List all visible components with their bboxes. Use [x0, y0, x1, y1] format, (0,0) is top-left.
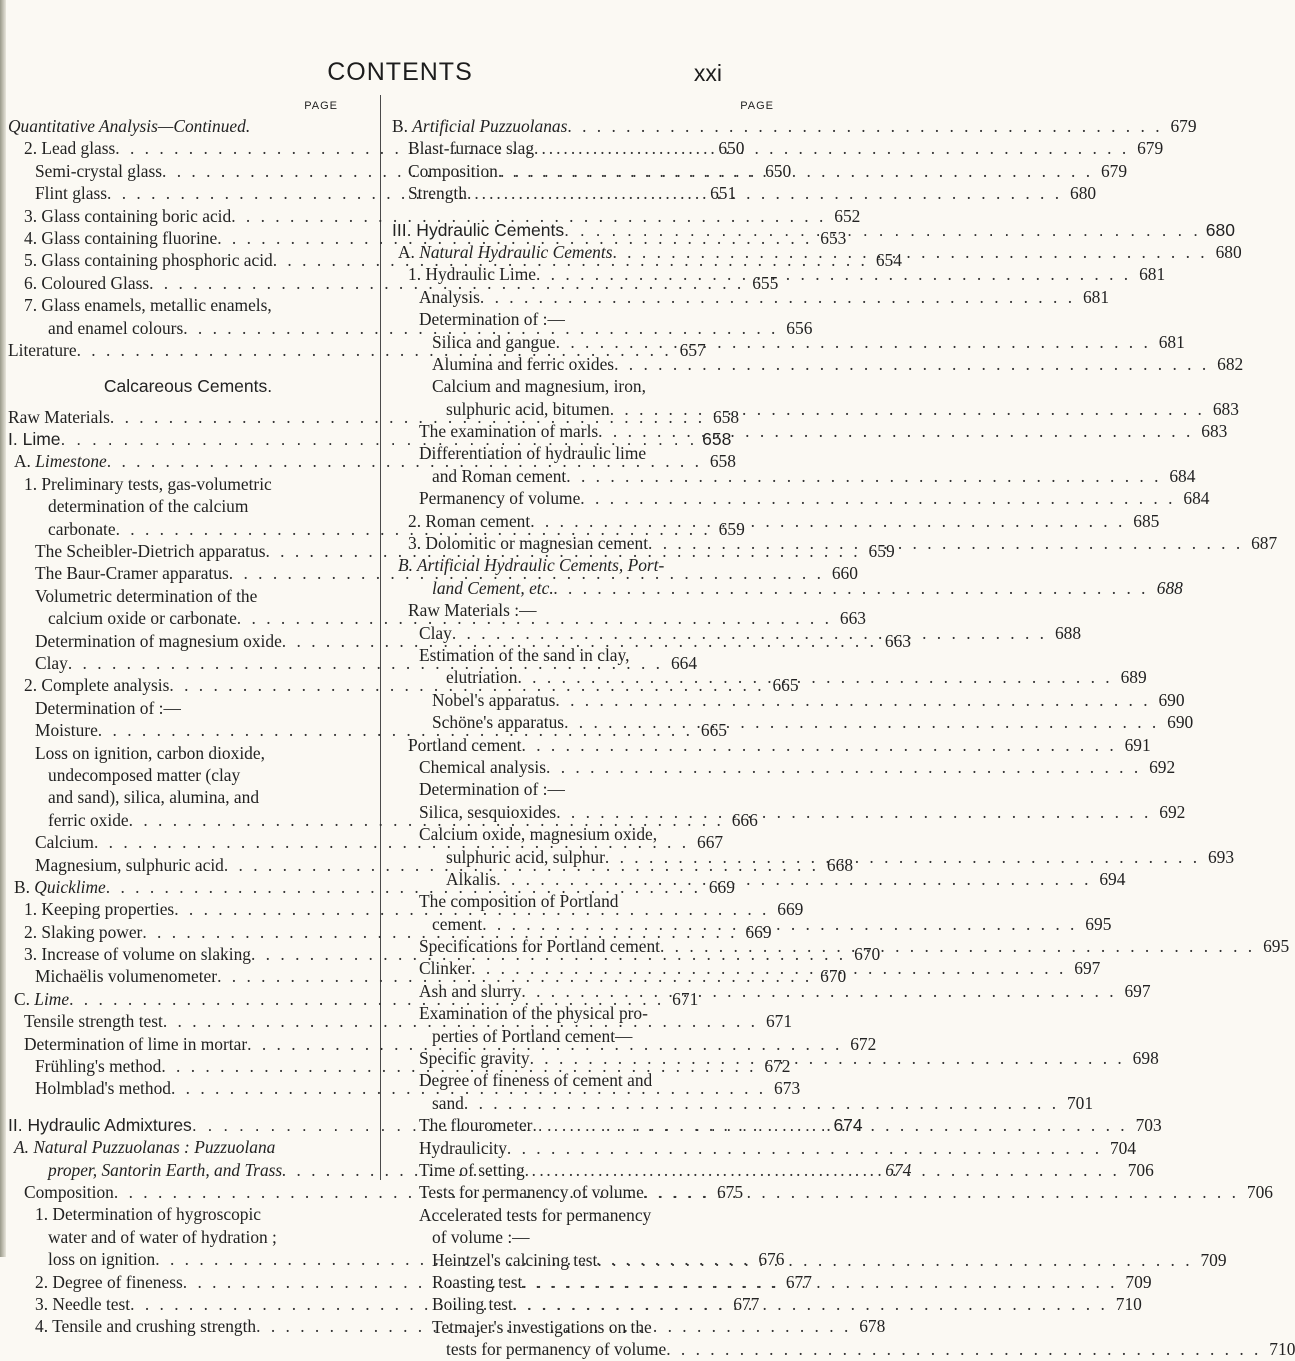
leader-dots [605, 846, 1200, 868]
toc-entry-label: 2. Complete analysis [24, 675, 170, 696]
toc-entry[interactable] [392, 160, 1128, 182]
leader-dots [530, 510, 1125, 532]
toc-entry-text: 1. Preliminary tests, gas-volumetric [24, 473, 272, 494]
toc-entry-page: 676 [758, 1249, 785, 1270]
page-column-label: PAGE [740, 100, 774, 112]
toc-entry-label: I. Lime [8, 429, 61, 450]
toc-entry-page: 658 [712, 406, 740, 427]
toc-entry-label: proper, Santorin Earth, and Trass [48, 1159, 283, 1180]
toc-entry-label: C. Lime [14, 988, 70, 1009]
toc-entry-page: 695 [1263, 936, 1290, 957]
leader-dots [610, 398, 1205, 420]
toc-entry-page: 684 [1183, 488, 1210, 509]
toc-entry-label: B. Quicklime [14, 876, 106, 897]
toc-entry-page: 679 [1137, 138, 1164, 159]
toc-entry-page: 663 [884, 630, 911, 651]
toc-entry-page: 655 [752, 272, 779, 293]
toc-entry[interactable] [392, 913, 1112, 935]
toc-entry-label: 1. Keeping properties [24, 899, 175, 920]
leader-dots [496, 868, 1091, 890]
section-continued: Quantitative Analysis—Continued. [8, 116, 251, 136]
page-number: xxi [693, 60, 722, 86]
toc-entry-text: Raw Materials :— [408, 600, 537, 621]
toc-entry-page: 677 [733, 1293, 760, 1314]
toc-entry-label: 2. Lead glass [24, 138, 116, 159]
toc-entry-page: 666 [731, 809, 758, 830]
toc-entry-page: 697 [1074, 958, 1101, 979]
toc-entry-label: sand [432, 1092, 464, 1113]
toc-entry-label: Calcium [35, 832, 94, 853]
toc-entry-page: 658 [709, 451, 736, 472]
toc-entry-label: Determination of magnesium oxide [35, 630, 282, 651]
toc-entry-text: determination of the calcium [48, 496, 249, 517]
toc-entry[interactable] [392, 1293, 1142, 1315]
toc-entry-page: 679 [1100, 160, 1128, 181]
toc-entry-label: Nobel's apparatus [432, 689, 556, 710]
toc-entry-label: Strength [408, 183, 467, 204]
toc-entry-page: 669 [745, 921, 772, 942]
toc-entry-text: Accelerated tests for permanency [419, 1204, 652, 1225]
toc-entry-label: 2. Degree of fineness [35, 1271, 183, 1292]
leader-dots [666, 1338, 1261, 1360]
leader-dots [482, 913, 1077, 935]
toc-entry-text: Determination of :— [419, 779, 565, 800]
toc-entry-page: 675 [716, 1181, 744, 1202]
toc-entry-text: A. Natural Puzzuolanas : Puzzuolana [14, 1137, 276, 1158]
toc-entry[interactable] [392, 980, 1151, 1002]
toc-entry-page: 690 [1167, 712, 1194, 733]
toc-entry-page: 672 [764, 1056, 791, 1077]
toc-entry-label: Silica, sesquioxides [419, 801, 557, 822]
leader-dots [534, 137, 1129, 159]
toc-entry-page: 694 [1099, 868, 1126, 889]
toc-entry-page: 660 [831, 563, 858, 584]
toc-entry-page: 658 [702, 429, 732, 450]
toc-entry-label: tests for permanency of volume [446, 1339, 667, 1360]
toc-entry-label: 2. Roman cement [408, 510, 531, 531]
toc-entry-label: Moisture [35, 720, 98, 741]
toc-entry-page: 701 [1066, 1092, 1094, 1113]
toc-entry-text: perties of Portland cement— [432, 1025, 633, 1046]
toc-entry-text: Differentiation of hydraulic lime [419, 443, 647, 464]
leader-dots [566, 465, 1161, 487]
toc-entry-page: 665 [772, 675, 799, 696]
toc-entry-page: 710 [1269, 1339, 1295, 1360]
leader-dots [467, 182, 1062, 204]
toc-entry-label: Determination of lime in mortar [24, 1033, 248, 1054]
page-title: CONTENTS [327, 58, 473, 86]
toc-entry-text: Calcium and magnesium, iron, [432, 376, 646, 397]
toc-entry-page: 704 [1109, 1137, 1137, 1158]
toc-entry-label: 5. Glass containing phosphoric acid [24, 250, 273, 271]
toc-entry-page: 671 [765, 1011, 793, 1032]
toc-entry-page: 706 [1246, 1182, 1273, 1203]
toc-entry-label: Blast-furnace slag [408, 138, 535, 159]
leader-dots [513, 1293, 1108, 1315]
toc-entry-page: 710 [1115, 1294, 1142, 1315]
toc-entry-page: 663 [839, 608, 866, 629]
toc-entry-label: The Baur-Cramer apparatus [35, 563, 229, 584]
toc-entry-label: Chemical analysis [419, 756, 547, 777]
toc-entry-text: 7. Glass enamels, metallic enamels, [24, 295, 272, 316]
toc-entry-page: 664 [670, 652, 698, 673]
toc-entry-label: The flourometer [419, 1115, 533, 1136]
toc-entry-page: 703 [1135, 1115, 1162, 1136]
toc-entry-page: 688 [1054, 622, 1082, 643]
toc-entry-page: 654 [875, 250, 902, 271]
leader-dots [660, 935, 1255, 957]
toc-entry[interactable] [392, 420, 1228, 442]
toc-entry-label: Tensile strength test [24, 1011, 163, 1032]
toc-entry-artificial[interactable] [392, 115, 1197, 137]
toc-entry-text: and sand), silica, alumina, and [48, 787, 260, 808]
leader-dots [471, 957, 1066, 979]
toc-entry-text: undecomposed matter (clay [48, 764, 241, 785]
toc-entry-text: Tetmajer's investigations on the [432, 1316, 652, 1337]
toc-entry[interactable] [392, 510, 1160, 532]
leader-dots [612, 241, 1207, 263]
toc-entry-text: of volume :— [432, 1227, 530, 1248]
toc-entry-page: 674 [833, 1114, 863, 1135]
toc-entry[interactable] [392, 1249, 1227, 1271]
toc-entry-page: 653 [820, 227, 847, 248]
leader-dots [546, 756, 1141, 778]
toc-entry-label: Alkalis [446, 868, 497, 889]
toc-entry-label: Alumina and ferric oxides [432, 353, 615, 374]
toc-entry-page: 681 [1082, 286, 1110, 307]
toc-entry-label: Portland cement [408, 734, 522, 755]
toc-entry-label: Michaëlis volumenometer [35, 966, 218, 987]
toc-entry-label: Holmblad's method [35, 1078, 171, 1099]
toc-entry-page: 669 [777, 899, 804, 920]
toc-entry-page: 672 [850, 1033, 877, 1054]
toc-entry[interactable] [392, 711, 1194, 733]
toc-entry-page: 657 [679, 339, 706, 360]
toc-group [392, 137, 1164, 204]
toc-entry-label: Magnesium, sulphuric acid [35, 854, 224, 875]
toc-entry-label: ferric oxide [48, 809, 129, 830]
toc-entry-label: Schöne's apparatus [432, 712, 565, 733]
toc-entry-label: Clay [35, 652, 68, 673]
toc-entry-text: Determination of :— [419, 309, 565, 330]
toc-entry-label: Analysis [419, 286, 480, 307]
toc-entry-page: 650 [765, 160, 792, 181]
toc-entry-label: Specific gravity [419, 1048, 530, 1069]
toc-entry-page: 706 [1127, 1159, 1154, 1180]
leader-dots [498, 160, 1093, 182]
toc-entry-page: 684 [1169, 465, 1196, 486]
toc-entry[interactable] [392, 689, 1185, 711]
toc-entry-page: 681 [1158, 331, 1185, 352]
toc-entry-page: 682 [1217, 353, 1244, 374]
toc-entry-label: Ash and slurry [419, 980, 522, 1001]
toc-entry-page: 670 [854, 944, 881, 965]
toc-entry[interactable] [392, 1338, 1295, 1360]
toc-entry-page: 669 [708, 876, 735, 897]
toc-entry[interactable] [392, 577, 1183, 599]
toc-entry-label: The Scheibler-Dietrich apparatus [35, 541, 266, 562]
toc-entry-label: Time of setting [419, 1159, 525, 1180]
leader-dots [564, 711, 1159, 733]
toc-entry-page: 652 [834, 205, 861, 226]
leader-dots [580, 487, 1175, 509]
leader-dots [507, 1137, 1102, 1159]
toc-entry-label: Flint glass [35, 183, 107, 204]
toc-entry-page: 677 [785, 1271, 812, 1292]
toc-entry-page: 673 [774, 1078, 801, 1099]
toc-entry-label: loss on ignition [48, 1249, 156, 1270]
toc-entry[interactable] [392, 1092, 1094, 1114]
toc-entry-label: Clay [419, 622, 452, 643]
toc-group [392, 689, 1194, 734]
toc-entry-label: carbonate [48, 518, 116, 539]
toc-entry-label: Composition [24, 1181, 114, 1202]
toc-entry-label: sulphuric acid, bitumen [446, 398, 610, 419]
toc-entry-page: 697 [1124, 980, 1151, 1001]
toc-entry-text: The composition of Portland [419, 891, 619, 912]
toc-entry-page: 681 [1139, 264, 1166, 285]
toc-entry-label: Roasting test [432, 1271, 523, 1292]
toc-entry-page: 678 [859, 1316, 886, 1337]
toc-group [392, 734, 1176, 779]
toc-entry-page: 670 [820, 966, 847, 987]
toc-entry-page: 683 [1201, 421, 1228, 442]
toc-entry-page: 665 [700, 720, 727, 741]
toc-entry-text: Determination of :— [35, 697, 181, 718]
leader-dots [648, 532, 1243, 554]
toc-entry[interactable] [392, 734, 1151, 756]
toc-entry-text: Degree of fineness of cement and [419, 1070, 653, 1091]
toc-entry-label: Composition [408, 160, 498, 181]
leader-dots [522, 1271, 1117, 1293]
toc-entry-label: 3. Dolomitic or magnesian cement [408, 533, 649, 554]
toc-entry-text: B. Artificial Hydraulic Cements, Port- [398, 555, 665, 576]
toc-entry-label: Silica and gangue [432, 331, 556, 352]
page-column-label: PAGE [304, 100, 338, 112]
leader-dots [556, 801, 1151, 823]
toc-entry-label: A. Natural Hydraulic Cements [398, 241, 613, 262]
toc-entry-page: 688 [1156, 577, 1183, 598]
toc-entry[interactable] [392, 286, 1110, 308]
toc-entry-label: sulphuric acid, sulphur [446, 846, 605, 867]
toc-entry-label: 2. Slaking power [24, 921, 143, 942]
toc-entry-page: 680 [1215, 241, 1242, 262]
toc-entry[interactable] [392, 331, 1185, 353]
toc-entry-label: The examination of marls [419, 421, 599, 442]
leader-dots [522, 734, 1117, 756]
toc-entry-text: 1. Determination of hygroscopic [35, 1204, 262, 1225]
toc-entry-label: 1. Hydraulic Lime [408, 264, 536, 285]
toc-entry-label: elutriation [446, 667, 518, 688]
page-header [0, 58, 800, 98]
toc-entry[interactable] [392, 1137, 1137, 1159]
leader-dots [555, 689, 1150, 711]
toc-entry-page: 680 [1070, 183, 1097, 204]
toc-entry-page: 690 [1158, 689, 1185, 710]
toc-entry-label: 3. Needle test [35, 1293, 131, 1314]
toc-entry-label: cement [432, 913, 483, 934]
toc-entry-page: 668 [826, 854, 854, 875]
toc-entry-page: 680 [1205, 219, 1235, 240]
toc-entry-page: 671 [672, 988, 699, 1009]
toc-entry-label: Clinker [419, 958, 472, 979]
toc-entry-text: Volumetric determination of the [35, 585, 258, 606]
toc-entry-label: and enamel colours [48, 317, 184, 338]
toc-entry-label: Specifications for Portland cement [419, 936, 660, 957]
toc-entry-text: Estimation of the sand in clay, [419, 644, 630, 665]
leader-dots [644, 1181, 1239, 1203]
toc-entry[interactable] [392, 801, 1186, 823]
toc-entry[interactable] [392, 398, 1239, 420]
toc-entry[interactable] [392, 868, 1126, 890]
toc-entry-page: 651 [710, 183, 737, 204]
leader-dots [480, 286, 1075, 308]
leader-dots [567, 115, 1162, 137]
toc-entry-label: 4. Glass containing fluorine [24, 227, 218, 248]
leader-dots [532, 1114, 1127, 1136]
toc-entry-page: 687 [1251, 533, 1278, 554]
toc-entry[interactable] [392, 487, 1210, 509]
toc-entry-label: Hydraulicity [419, 1137, 507, 1158]
toc-entry-label: Heintzel's calcining test [432, 1249, 598, 1270]
leader-dots [554, 577, 1149, 599]
toc-entry-label: land Cement, etc. [432, 577, 554, 598]
toc-entry-page: 693 [1207, 846, 1235, 867]
leader-dots [614, 353, 1209, 375]
leader-dots [464, 1092, 1059, 1114]
page-binding-edge [0, 0, 6, 1257]
toc-entry-label: Boiling test [432, 1294, 513, 1315]
toc-entry-text: Loss on ignition, carbon dioxide, [35, 742, 265, 763]
leader-dots [564, 219, 1201, 241]
toc-entry[interactable] [392, 182, 1097, 204]
toc-entry-label: Literature [8, 339, 77, 360]
toc-entry-page: 691 [1124, 734, 1151, 755]
leader-dots [597, 1249, 1192, 1271]
toc-entry-page: 656 [786, 317, 813, 338]
toc-entry-page: 650 [718, 138, 745, 159]
section-heading-calcareous: Calcareous Cements. [103, 376, 273, 397]
toc-entry-page: 698 [1132, 1048, 1159, 1069]
toc-entry-label: II. Hydraulic Admixtures [8, 1114, 192, 1135]
toc-entry-label: 4. Tensile and crushing strength [35, 1316, 257, 1337]
toc-entry-label: calcium oxide or carbonate [48, 608, 237, 629]
leader-dots [521, 980, 1116, 1002]
leader-dots [530, 1047, 1125, 1069]
toc-entry-label: Frühling's method [35, 1056, 162, 1077]
toc-entry-page: 659 [718, 518, 745, 539]
leader-dots [525, 1159, 1120, 1181]
toc-entry-page: 709 [1200, 1249, 1227, 1270]
toc-entry-page: 709 [1125, 1271, 1152, 1292]
toc-entry-page: 683 [1212, 398, 1239, 419]
toc-entry-page: 659 [868, 541, 895, 562]
toc-entry-label: Permanency of volume [419, 488, 581, 509]
leader-dots [598, 420, 1193, 442]
leader-dots [517, 666, 1112, 688]
toc-entry-label: A. Limestone [14, 451, 107, 472]
toc-entry[interactable] [392, 263, 1166, 285]
toc-entry[interactable] [392, 465, 1196, 487]
toc-entry-label: Semi-crystal glass [35, 160, 163, 181]
toc-entry[interactable] [392, 137, 1164, 159]
toc-entry-label: Tests for permanency of volume [419, 1182, 644, 1203]
toc-entry-label: B. Artificial Puzzuolanas [392, 116, 568, 136]
toc-entry-page: 679 [1170, 116, 1197, 136]
leader-dots [452, 622, 1047, 644]
toc-entry-page: 685 [1133, 510, 1160, 531]
toc-entry-label: 3. Glass containing boric acid [24, 205, 232, 226]
toc-entry-page: 674 [885, 1159, 912, 1180]
toc-entry-label: III. Hydraulic Cements [392, 219, 565, 240]
toc-entry[interactable] [392, 756, 1176, 778]
toc-entry-label: 6. Coloured Glass [24, 272, 150, 293]
toc-entry-page: 689 [1120, 667, 1147, 688]
toc-entry-label: Raw Materials [8, 406, 110, 427]
toc-entry-page: 667 [697, 832, 724, 853]
toc-entry[interactable] [392, 1181, 1273, 1203]
toc-entry-label: and Roman cement [432, 465, 567, 486]
toc-entry-label: 3. Increase of volume on slaking [24, 944, 251, 965]
toc-entry-page: 692 [1159, 801, 1186, 822]
toc-entry-text: water and of water of hydration ; [48, 1226, 277, 1247]
toc-entry-page: 692 [1149, 756, 1176, 777]
toc-entry[interactable] [8, 205, 861, 227]
leader-dots [556, 331, 1151, 353]
toc-entry-text: Examination of the physical pro- [419, 1003, 648, 1024]
toc-entry-text: Calcium oxide, magnesium oxide, [419, 824, 658, 845]
toc-entry-page: 695 [1085, 913, 1112, 934]
leader-dots [536, 263, 1131, 285]
toc-entry[interactable] [392, 353, 1244, 375]
